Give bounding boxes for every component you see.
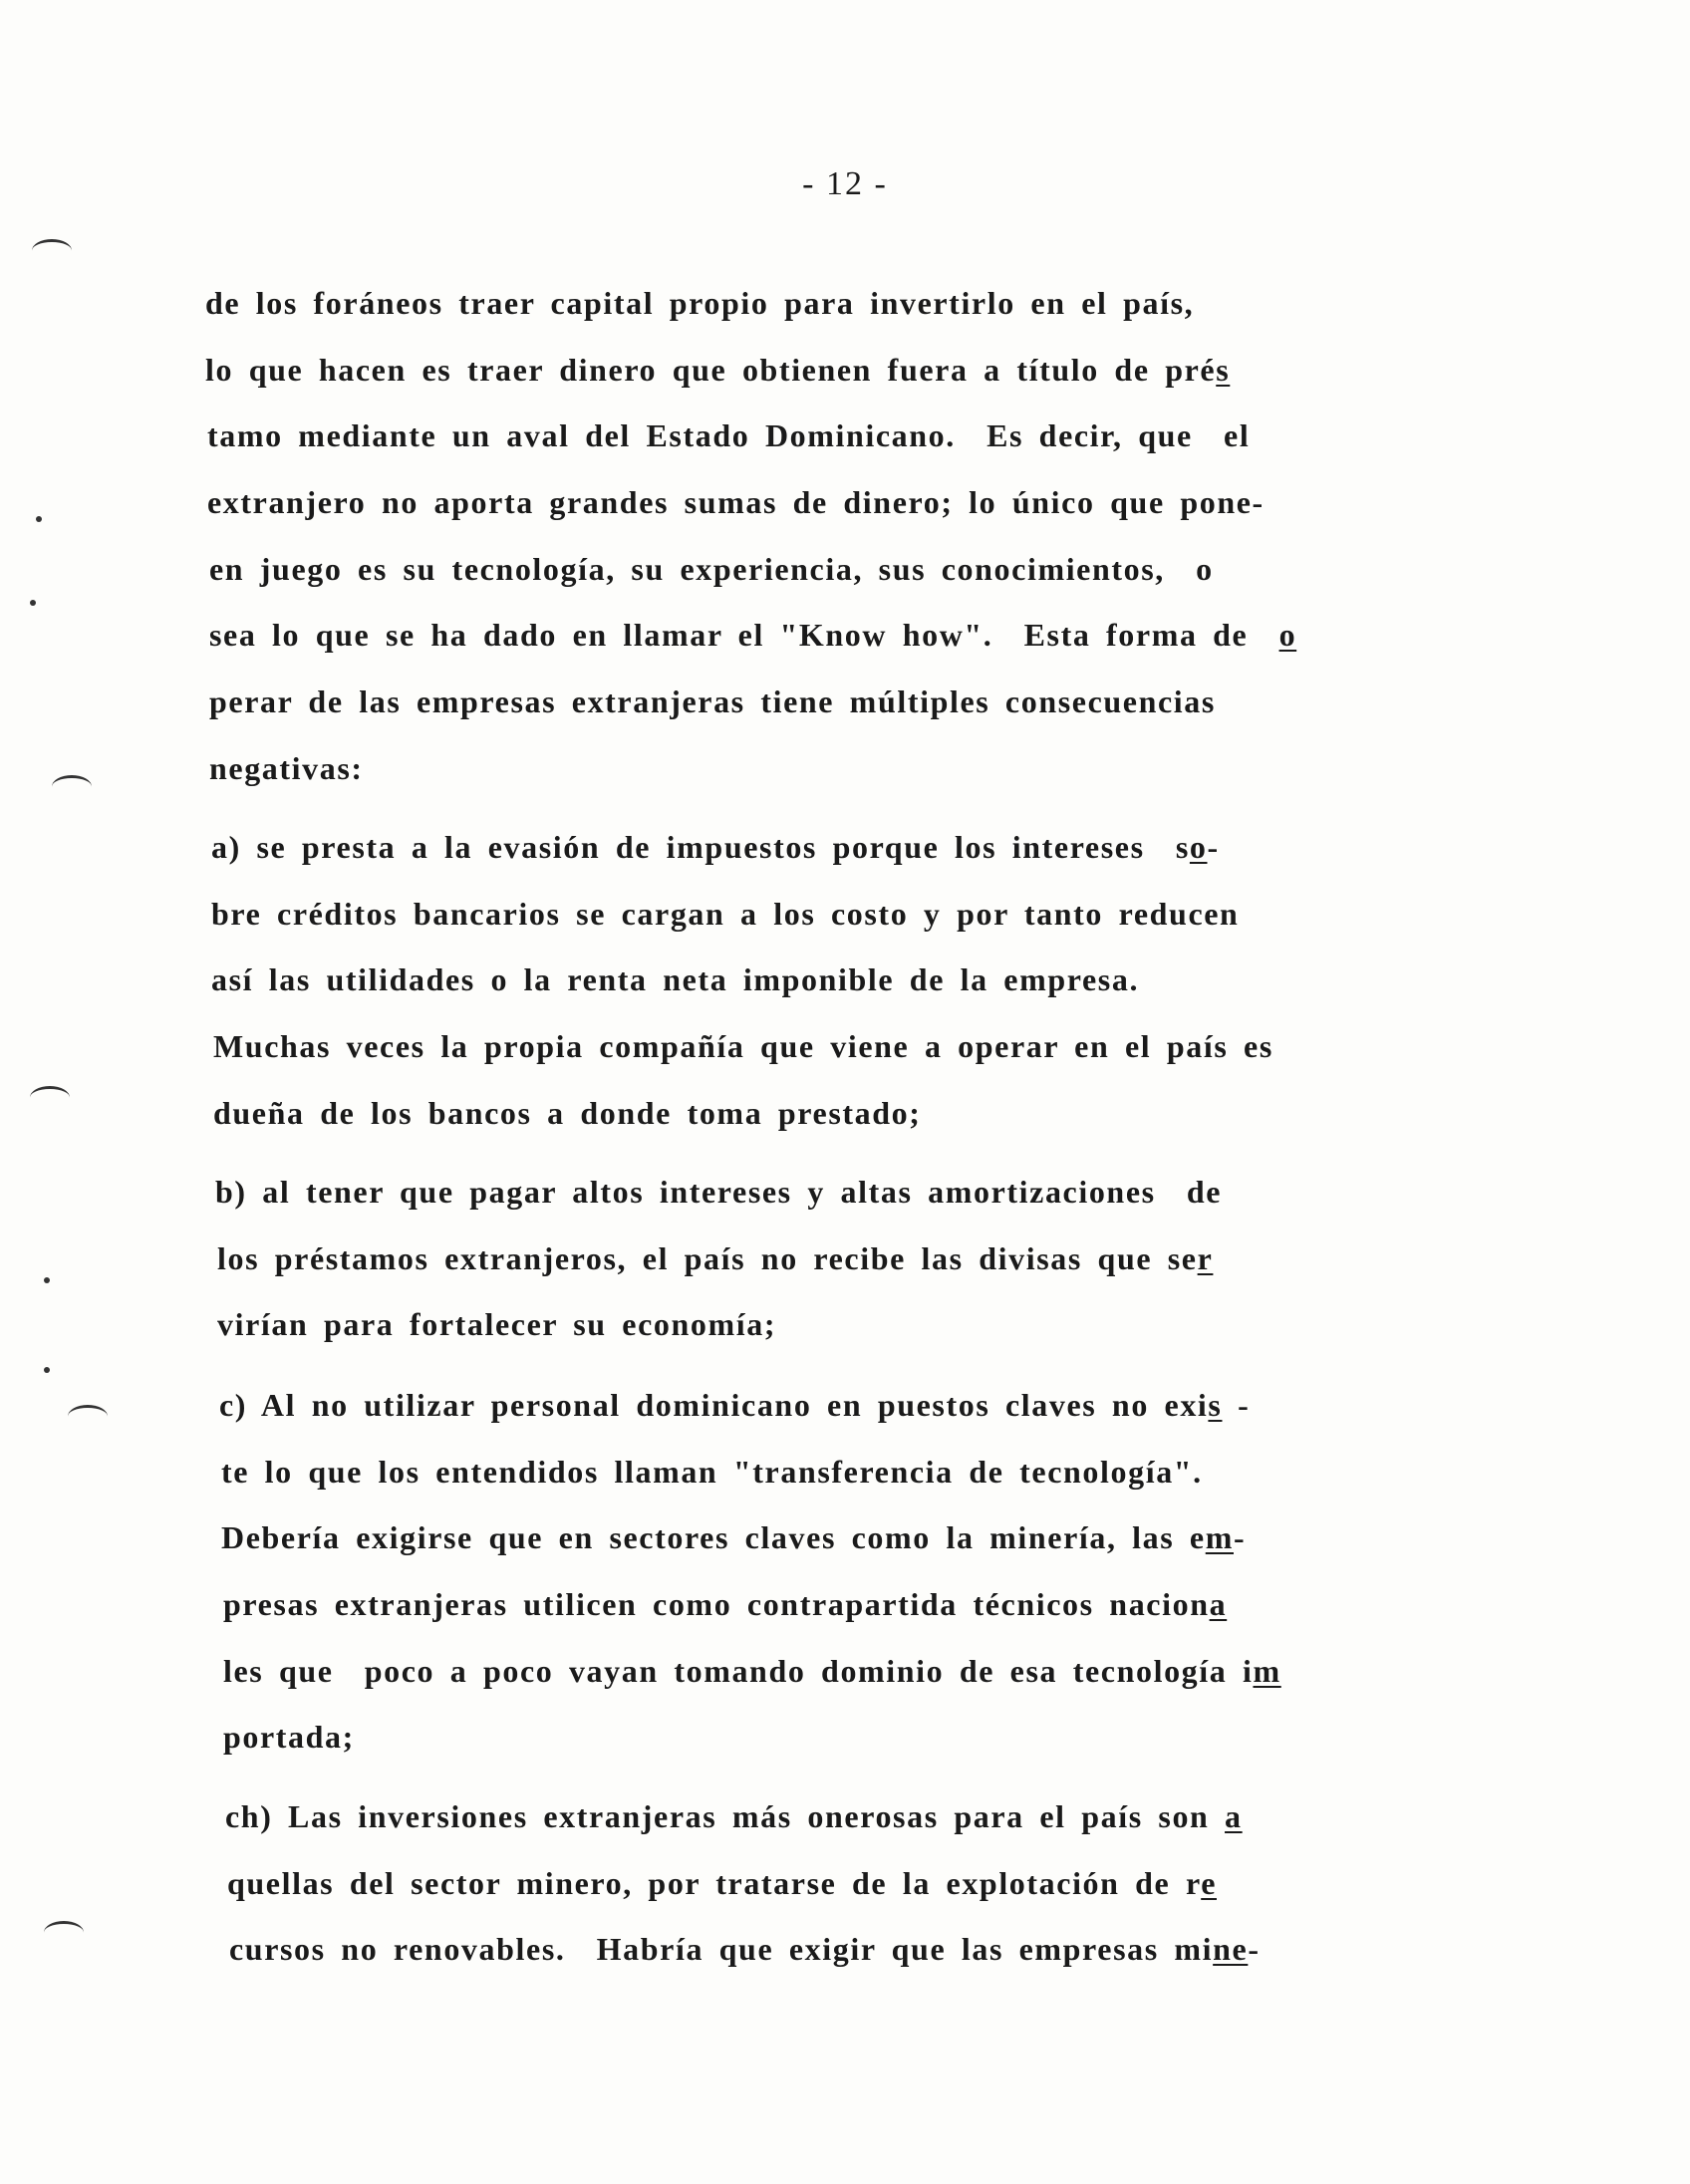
text-line: los préstamos extranjeros, el país no recibe las divisas que ser xyxy=(217,1240,1214,1276)
binding-mark xyxy=(68,1405,108,1428)
text-line: sea lo que se ha dado en llamar el "Know how". Esta forma de o xyxy=(209,617,1297,653)
text-line: tamo mediante un aval del Estado Dominicano. Es decir, que el xyxy=(207,417,1251,453)
text-line: en juego es su tecnología, su experiencia, sus conocimientos, o xyxy=(209,551,1214,587)
text-line: perar de las empresas extranjeras tiene múltiples consecuencias xyxy=(209,683,1216,719)
text-line: lo que hacen es traer dinero que obtienen fuera a título de prés xyxy=(205,352,1231,388)
text-line: b) al tener que pagar altos intereses y altas amortizaciones de xyxy=(215,1174,1223,1210)
text-line: a) se presta a la evasión de impuestos porque los intereses so- xyxy=(211,829,1220,865)
text-line: c) Al no utilizar personal dominicano en puestos claves no exis - xyxy=(219,1387,1251,1423)
binding-mark xyxy=(52,775,92,798)
text-line: portada; xyxy=(223,1719,355,1755)
text-line: virían para fortalecer su economía; xyxy=(217,1306,777,1342)
binding-mark xyxy=(32,239,72,262)
text-line: les que poco a poco vayan tomando dominio de esa tecnología im xyxy=(223,1653,1281,1689)
text-line: te lo que los entendidos llaman "transferencia de tecnología". xyxy=(221,1454,1203,1490)
text-line: presas extranjeras utilicen como contrapartida técnicos naciona xyxy=(223,1586,1228,1622)
text-line: quellas del sector minero, por tratarse de la explotación de re xyxy=(227,1865,1217,1901)
text-line: de los foráneos traer capital propio para invertirlo en el país, xyxy=(205,285,1195,321)
text-line: ch) Las inversiones extranjeras más onerosas para el país son a xyxy=(225,1798,1243,1834)
margin-dot xyxy=(44,1367,50,1373)
text-line: Muchas veces la propia compañía que viene a operar en el país es xyxy=(213,1028,1273,1064)
margin-dot xyxy=(36,516,42,522)
binding-mark xyxy=(44,1921,84,1944)
text-line: Debería exigirse que en sectores claves como la minería, las em- xyxy=(221,1519,1247,1555)
text-line: extranjero no aporta grandes sumas de dinero; lo único que pone- xyxy=(207,484,1265,520)
text-line: bre créditos bancarios se cargan a los costo y por tanto reducen xyxy=(211,896,1240,932)
text-line: dueña de los bancos a donde toma prestado; xyxy=(213,1095,922,1131)
text-line: así las utilidades o la renta neta imponible de la empresa. xyxy=(211,961,1140,997)
binding-mark xyxy=(30,1086,70,1109)
page-number: - 12 - xyxy=(802,165,888,202)
margin-dot xyxy=(30,600,36,606)
text-line: cursos no renovables. Habría que exigir que las empresas mine- xyxy=(229,1931,1261,1967)
margin-dot xyxy=(44,1277,50,1283)
text-line: negativas: xyxy=(209,750,364,786)
